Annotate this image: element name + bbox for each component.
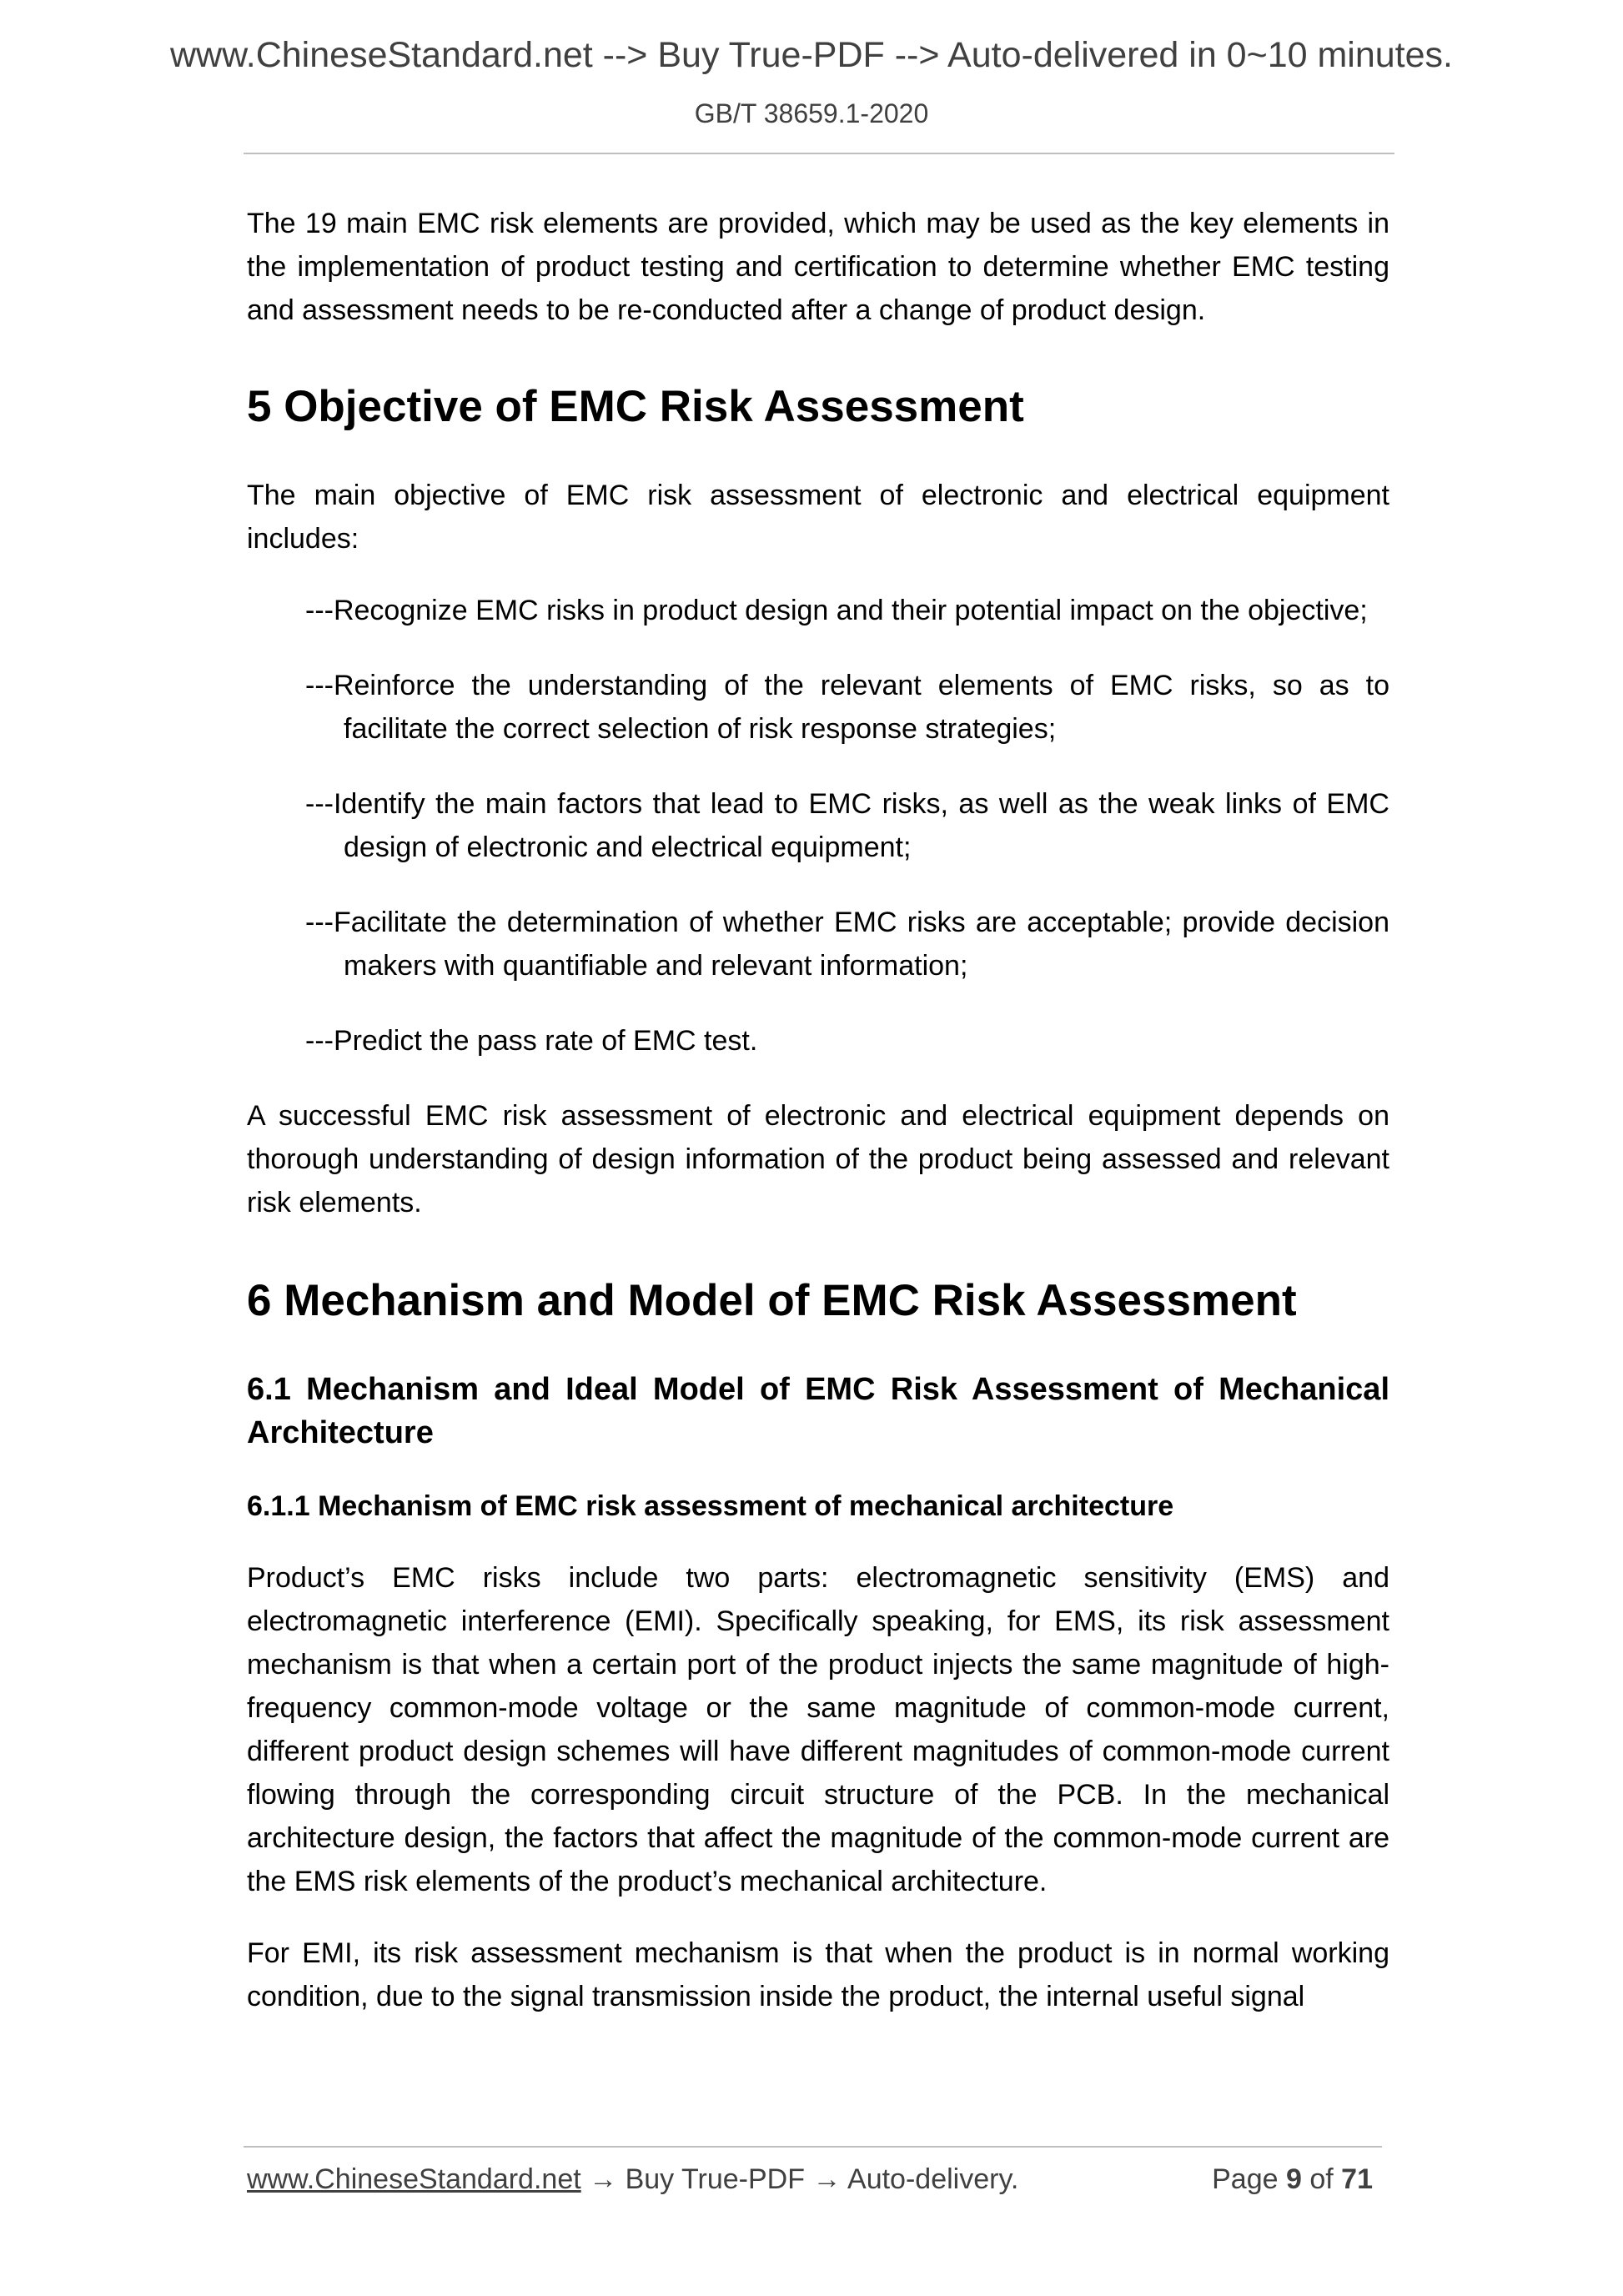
header-divider bbox=[244, 153, 1394, 154]
arrow-icon: → bbox=[812, 2163, 842, 2195]
page-label: Page bbox=[1212, 2163, 1279, 2195]
page-number: 9 bbox=[1285, 2163, 1302, 2195]
page-total: 71 bbox=[1341, 2163, 1373, 2195]
list-item: ---Reinforce the understanding of the relevant elements of EMC risks, so as to facilitate the correct selection of risk response strategies; bbox=[305, 670, 1389, 745]
page-body bbox=[247, 202, 1389, 2018]
page-footer bbox=[247, 2163, 1383, 2196]
emi-paragraph: For EMI, its risk assessment mechanism is that when the product is in normal working condition, due to the signal transmission inside the product, the internal useful signal bbox=[247, 1937, 1389, 2012]
objective-list bbox=[247, 589, 1389, 1063]
section-6-1-1-heading: 6.1.1 Mechanism of EMC risk assessment of mechanical architecture bbox=[247, 1490, 1174, 1522]
intro-paragraph: The 19 main EMC risk elements are provided, which may be used as the key elements in the implementation of product testing and certification to determine whether EMC testing and assessment needs to be re-conducted after a change of product design. bbox=[247, 208, 1389, 326]
document-code: GB/T 38659.1-2020 bbox=[694, 98, 929, 128]
of-label: of bbox=[1309, 2163, 1334, 2195]
list-item: ---Facilitate the determination of whether EMC risks are acceptable; provide decision makers with quantifiable and relevant information; bbox=[305, 907, 1389, 982]
site-banner: www.ChineseStandard.net --> Buy True-PDF --> Auto-delivered in 0~10 minutes. bbox=[169, 35, 1453, 75]
footer-site-link[interactable]: www.ChineseStandard.net bbox=[247, 2163, 581, 2195]
section-5-lead: The main objective of EMC risk assessment of electronic and electrical equipment includes: bbox=[247, 480, 1389, 555]
section-6-heading: 6 Mechanism and Model of EMC Risk Assessment bbox=[247, 1276, 1297, 1325]
list-item: ---Predict the pass rate of EMC test. bbox=[305, 1025, 758, 1057]
footer-divider bbox=[244, 2146, 1382, 2148]
ems-paragraph: Product’s EMC risks include two parts: electromagnetic sensitivity (EMS) and electromagnetic interference (EMI). Specifically speaking, for EMS, its risk assessment mechanism is that when a certain port of the product injects the same magnitude of high-frequency common-mode voltage or the same magnitude of common-mode current, different product design schemes will have different magnitudes of common-mode current flowing through the corresponding circuit structure of the PCB. In the mechanical architecture design, the factors that affect the magnitude of the common-mode current are the EMS risk elements of the product’s mechanical architecture. bbox=[247, 1562, 1389, 1897]
page-indicator bbox=[1212, 2163, 1373, 2196]
section-5-closing: A successful EMC risk assessment of electronic and electrical equipment depends on thorough understanding of design information of the product being assessed and relevant risk elements. bbox=[247, 1100, 1389, 1218]
footer-auto-text: Auto-delivery. bbox=[847, 2163, 1019, 2195]
section-5-heading: 5 Objective of EMC Risk Assessment bbox=[247, 382, 1024, 431]
list-item: ---Recognize EMC risks in product design and their potential impact on the objective; bbox=[305, 595, 1368, 626]
list-item: ---Identify the main factors that lead to EMC risks, as well as the weak links of EMC design of electronic and electrical equipment; bbox=[305, 788, 1389, 863]
section-6-1-heading: 6.1 Mechanism and Ideal Model of EMC Risk Assessment of Mechanical Architecture bbox=[247, 1372, 1389, 1450]
arrow-icon: → bbox=[589, 2163, 618, 2195]
footer-buy-text: Buy True-PDF bbox=[625, 2163, 805, 2195]
